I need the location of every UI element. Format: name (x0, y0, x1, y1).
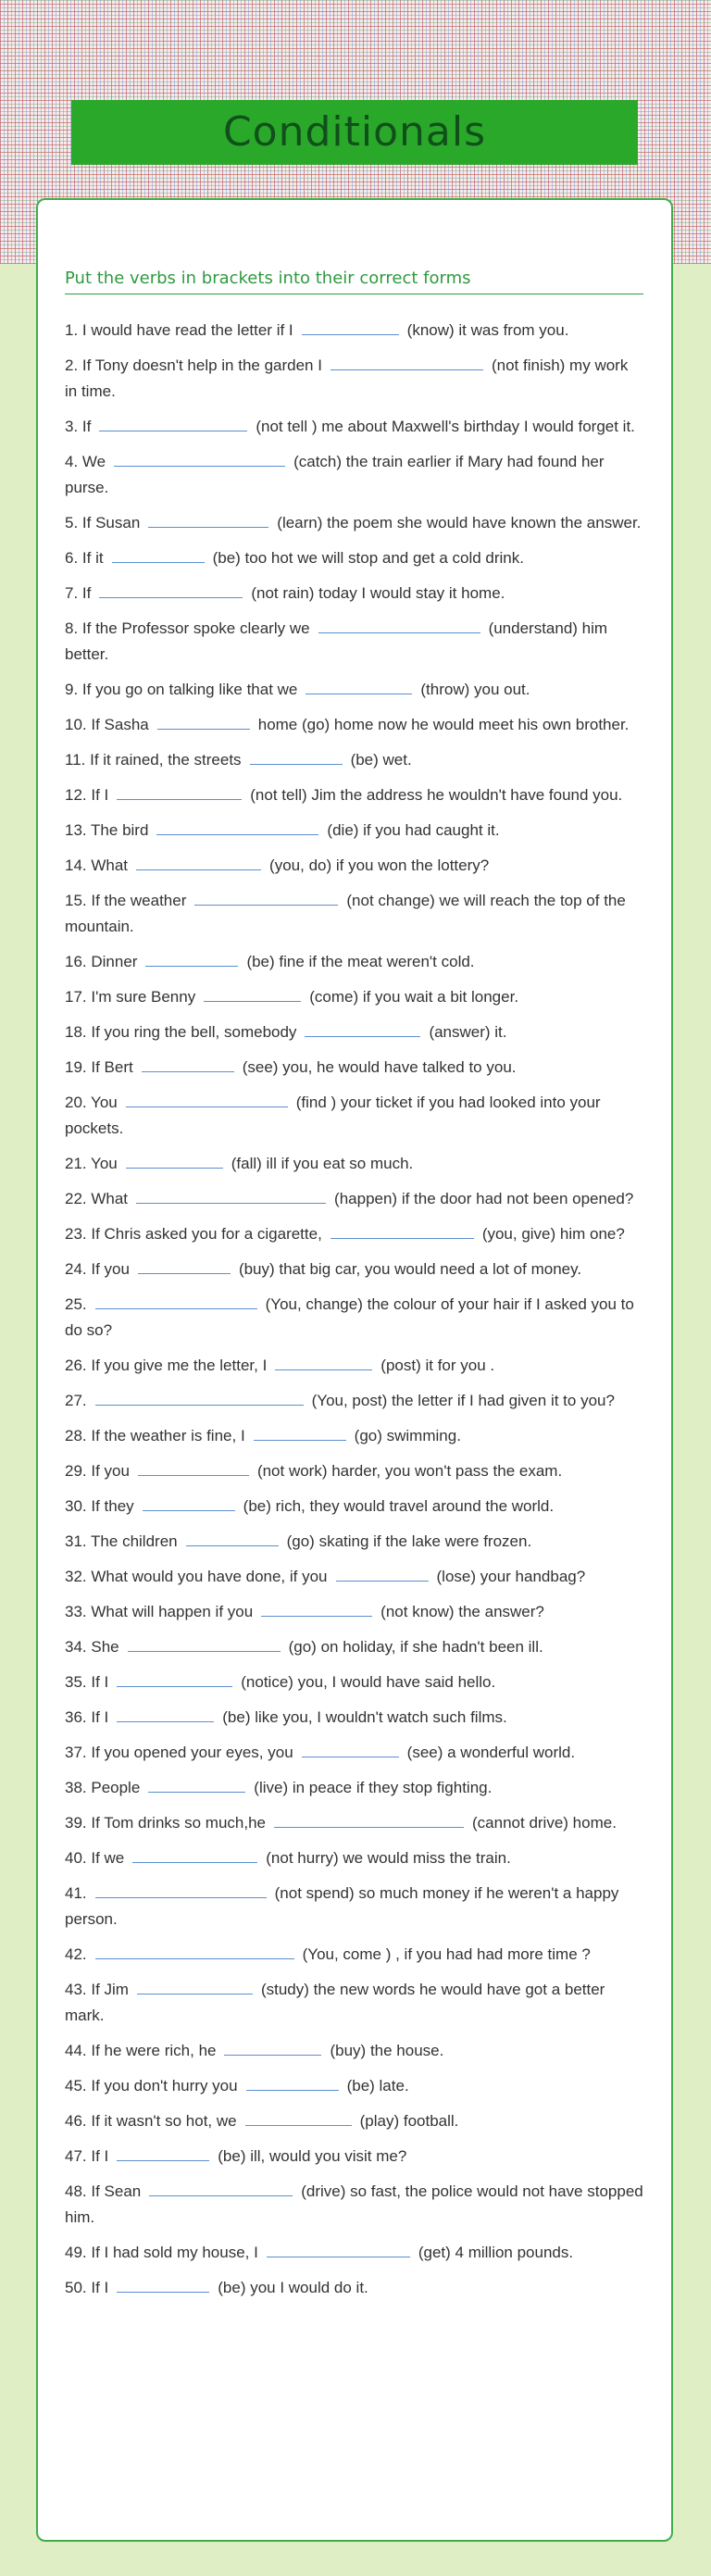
answer-blank[interactable] (126, 1153, 223, 1169)
item-text-after: (go) on holiday, if she hadn't been ill. (288, 1638, 543, 1656)
item-text-before: 42. (65, 1945, 87, 1963)
item-text-after: (not change) we will reach the top of the mountain. (65, 892, 626, 935)
exercise-item (65, 1186, 643, 1212)
item-text-before: 12. If I (65, 786, 109, 804)
exercise-item (65, 888, 643, 940)
item-text-before: 10. If Sasha (65, 716, 149, 733)
answer-blank[interactable] (117, 2145, 209, 2161)
item-text-before: 36. If I (65, 1708, 109, 1726)
item-text-after: (learn) the poem she would have known the answer. (277, 514, 642, 531)
answer-blank[interactable] (306, 679, 412, 694)
item-text-before: 16. Dinner (65, 953, 138, 970)
item-text-before: 6. If it (65, 549, 104, 567)
answer-blank[interactable] (143, 1495, 235, 1511)
item-text-after: (go) swimming. (354, 1427, 461, 1444)
item-text-after: (You, post) the letter if I had given it to you? (311, 1392, 615, 1409)
answer-blank[interactable] (250, 749, 343, 765)
exercise-item (65, 1810, 643, 1836)
item-text-after: (not spend) so much money if he weren't a happy person. (65, 1884, 619, 1928)
exercise-item (65, 2240, 643, 2266)
item-text-after: (You, change) the colour of your hair if I asked you to do so? (65, 1295, 634, 1339)
answer-blank[interactable] (274, 1812, 464, 1828)
exercise-item (65, 782, 643, 808)
exercise-item (65, 1599, 643, 1625)
exercise-item (65, 949, 643, 975)
exercise-item (65, 581, 643, 606)
item-text-before: 19. If Bert (65, 1058, 133, 1076)
item-text-after: (study) the new words he would have got a better mark. (65, 1981, 605, 2024)
answer-blank[interactable] (148, 1777, 245, 1793)
item-text-before: 9. If you go on talking like that we (65, 681, 298, 698)
item-text-before: 47. If I (65, 2147, 109, 2165)
item-text-after: (happen) if the door had not been opened? (334, 1190, 634, 1207)
exercise-item (65, 616, 643, 668)
item-text-after: (not work) harder, you won't pass the exam. (256, 1462, 563, 1480)
item-text-before: 40. If we (65, 1849, 125, 1867)
item-text-before: 22. What (65, 1190, 129, 1207)
item-text-after: (be) fine if the meat weren't cold. (246, 953, 475, 970)
item-text-before: 3. If (65, 418, 92, 435)
exercise-item (65, 1388, 643, 1414)
item-text-before: 13. The bird (65, 821, 149, 839)
exercise-item (65, 1669, 643, 1695)
exercise-item (65, 2275, 643, 2301)
answer-blank[interactable] (136, 855, 261, 870)
answer-blank[interactable] (95, 1390, 304, 1406)
answer-blank[interactable] (128, 1636, 281, 1652)
item-text-before: 20. You (65, 1094, 118, 1111)
item-text-before: 23. If Chris asked you for a cigarette, (65, 1225, 322, 1243)
item-text-after: (live) in peace if they stop fighting. (254, 1779, 493, 1796)
item-text-before: 7. If (65, 584, 92, 602)
item-text-after: (cannot drive) home. (472, 1814, 617, 1832)
item-text-after: (notice) you, I would have said hello. (241, 1673, 496, 1691)
item-text-before: 31. The children (65, 1532, 178, 1550)
answer-blank[interactable] (99, 416, 247, 431)
answer-blank[interactable] (336, 1566, 429, 1582)
exercise-item (65, 1942, 643, 1968)
answer-blank[interactable] (318, 618, 480, 633)
item-text-before: 8. If the Professor spoke clearly we (65, 619, 310, 637)
exercise-item (65, 1564, 643, 1590)
item-text-before: 34. She (65, 1638, 119, 1656)
item-text-before: 49. If I had sold my house, I (65, 2244, 258, 2261)
answer-blank[interactable] (114, 451, 285, 467)
answer-blank[interactable] (331, 355, 483, 370)
answer-blank[interactable] (95, 1294, 257, 1309)
item-text-after: (throw) you out. (420, 681, 530, 698)
item-text-after: (see) you, he would have talked to you. (242, 1058, 517, 1076)
item-text-after: (fall) ill if you eat so much. (231, 1155, 414, 1172)
item-text-before: 35. If I (65, 1673, 109, 1691)
item-text-before: 26. If you give me the letter, I (65, 1357, 268, 1374)
item-text-after: (find ) your ticket if you had looked into your pockets. (65, 1094, 601, 1137)
exercise-item (65, 747, 643, 773)
exercise-item (65, 1257, 643, 1282)
answer-blank[interactable] (95, 1944, 294, 1959)
exercise-list (65, 318, 643, 2310)
page-title: Conditionals (222, 108, 487, 156)
item-text-after: (drive) so fast, the police would not have stopped him. (65, 2182, 643, 2226)
item-text-after: (buy) that big car, you would need a lot of money. (238, 1260, 582, 1278)
item-text-after: (not hurry) we would miss the train. (266, 1849, 511, 1867)
exercise-item (65, 1423, 643, 1449)
answer-blank[interactable] (254, 1425, 346, 1441)
exercise-item (65, 1881, 643, 1932)
answer-blank[interactable] (261, 1601, 372, 1617)
item-text-before: 41. (65, 1884, 87, 1902)
item-text-after: (be) late. (346, 2077, 409, 2095)
item-text-after: (be) wet. (350, 751, 412, 769)
item-text-before: 44. If he were rich, he (65, 2042, 217, 2059)
answer-blank[interactable] (302, 319, 399, 335)
item-text-after: (be) you I would do it. (218, 2279, 368, 2296)
instructions-heading: Put the verbs in brackets into their correct forms (65, 269, 643, 294)
exercise-item (65, 1977, 643, 2029)
item-text-after: (You, come ) , if you had had more time ? (302, 1945, 591, 1963)
answer-blank[interactable] (245, 2110, 352, 2126)
answer-blank[interactable] (138, 1460, 249, 1476)
answer-blank[interactable] (156, 819, 318, 835)
answer-blank[interactable] (145, 951, 238, 967)
item-text-after: (lose) your handbag? (436, 1568, 586, 1585)
exercise-item (65, 510, 643, 536)
item-text-before: 30. If they (65, 1497, 134, 1515)
answer-blank[interactable] (126, 1092, 288, 1107)
item-text-before: 33. What will happen if you (65, 1603, 254, 1620)
answer-blank[interactable] (186, 1531, 279, 1546)
item-text-after: (not rain) today I would stay it home. (251, 584, 505, 602)
exercise-item (65, 1090, 643, 1142)
item-text-after: (know) it was from you. (406, 321, 569, 339)
item-text-after: (play) football. (359, 2112, 459, 2130)
item-text-before: 17. I'm sure Benny (65, 988, 196, 1006)
item-text-before: 4. We (65, 453, 106, 470)
item-text-before: 11. If it rained, the streets (65, 751, 242, 769)
answer-blank[interactable] (224, 2040, 321, 2056)
title-banner (71, 100, 638, 165)
exercise-item (65, 449, 643, 501)
item-text-before: 43. If Jim (65, 1981, 129, 1998)
exercise-item (65, 1740, 643, 1766)
item-text-after: (go) skating if the lake were frozen. (286, 1532, 532, 1550)
answer-blank[interactable] (117, 1707, 214, 1722)
exercise-item (65, 818, 643, 844)
exercise-item (65, 1353, 643, 1379)
answer-blank[interactable] (136, 1188, 326, 1204)
answer-blank[interactable] (194, 890, 338, 906)
exercise-item (65, 2144, 643, 2170)
item-text-before: 14. What (65, 857, 129, 874)
exercise-item (65, 1845, 643, 1871)
answer-blank[interactable] (149, 2181, 293, 2196)
item-text-after: (not tell) Jim the address he wouldn't have found you. (250, 786, 623, 804)
exercise-item (65, 318, 643, 344)
item-text-after: (you, give) him one? (481, 1225, 625, 1243)
answer-blank[interactable] (112, 547, 205, 563)
item-text-after: (not finish) my work in time. (65, 356, 629, 400)
item-text-before: 48. If Sean (65, 2182, 142, 2200)
item-text-after: (be) like you, I wouldn't watch such films. (222, 1708, 507, 1726)
item-text-after: (answer) it. (429, 1023, 507, 1041)
answer-blank[interactable] (117, 2277, 209, 2293)
exercise-item (65, 353, 643, 405)
answer-blank[interactable] (267, 2242, 410, 2257)
exercise-item (65, 984, 643, 1010)
exercise-item (65, 1458, 643, 1484)
item-text-after: (not tell ) me about Maxwell's birthday I would forget it. (256, 418, 635, 435)
item-text-before: 28. If the weather is fine, I (65, 1427, 245, 1444)
answer-blank[interactable] (204, 986, 301, 1002)
answer-blank[interactable] (157, 714, 250, 730)
answer-blank[interactable] (132, 1847, 257, 1863)
exercise-item (65, 2073, 643, 2099)
item-text-before: 39. If Tom drinks so much,he (65, 1814, 267, 1832)
item-text-after: home (go) home now he would meet his own brother. (257, 716, 630, 733)
exercise-item (65, 1494, 643, 1519)
answer-blank[interactable] (302, 1742, 399, 1757)
exercise-item (65, 1775, 643, 1801)
item-text-after: (be) too hot we will stop and get a cold drink. (212, 549, 524, 567)
item-text-before: 21. You (65, 1155, 118, 1172)
exercise-item (65, 712, 643, 738)
answer-blank[interactable] (305, 1021, 420, 1037)
exercise-item (65, 1151, 643, 1177)
exercise-item (65, 1019, 643, 1045)
exercise-item (65, 2038, 643, 2064)
item-text-after: (be) rich, they would travel around the world. (243, 1497, 555, 1515)
answer-blank[interactable] (246, 2075, 339, 2091)
item-text-before: 1. I would have read the letter if I (65, 321, 293, 339)
exercise-item (65, 2179, 643, 2231)
answer-blank[interactable] (99, 582, 243, 598)
exercise-item (65, 1221, 643, 1247)
item-text-before: 15. If the weather (65, 892, 187, 909)
item-text-after: (buy) the house. (330, 2042, 444, 2059)
item-text-after: (catch) the train earlier if Mary had found her purse. (65, 453, 605, 496)
answer-blank[interactable] (275, 1355, 372, 1370)
item-text-before: 2. If Tony doesn't help in the garden I (65, 356, 322, 374)
answer-blank[interactable] (331, 1223, 474, 1239)
item-text-after: (die) if you had caught it. (327, 821, 500, 839)
exercise-item (65, 1529, 643, 1555)
answer-blank[interactable] (142, 1057, 234, 1072)
exercise-item (65, 1292, 643, 1344)
item-text-after: (you, do) if you won the lottery? (269, 857, 490, 874)
item-text-before: 37. If you opened your eyes, you (65, 1744, 293, 1761)
answer-blank[interactable] (117, 1671, 232, 1687)
item-text-before: 29. If you (65, 1462, 130, 1480)
item-text-before: 50. If I (65, 2279, 109, 2296)
exercise-item (65, 1055, 643, 1081)
item-text-after: (get) 4 million pounds. (418, 2244, 574, 2261)
item-text-after: (understand) him better. (65, 619, 608, 663)
item-text-after: (be) ill, would you visit me? (218, 2147, 407, 2165)
exercise-item (65, 545, 643, 571)
answer-blank[interactable] (138, 1258, 231, 1274)
item-text-after: (not know) the answer? (380, 1603, 544, 1620)
item-text-before: 46. If it wasn't so hot, we (65, 2112, 237, 2130)
exercise-item (65, 1705, 643, 1731)
item-text-before: 24. If you (65, 1260, 130, 1278)
exercise-item (65, 853, 643, 879)
item-text-before: 38. People (65, 1779, 141, 1796)
item-text-before: 32. What would you have done, if you (65, 1568, 328, 1585)
answer-blank[interactable] (117, 784, 242, 800)
exercise-item (65, 677, 643, 703)
item-text-before: 27. (65, 1392, 87, 1409)
item-text-before: 5. If Susan (65, 514, 141, 531)
item-text-after: (post) it for you . (380, 1357, 495, 1374)
item-text-before: 18. If you ring the bell, somebody (65, 1023, 297, 1041)
exercise-item (65, 1634, 643, 1660)
item-text-after: (see) a wonderful world. (406, 1744, 576, 1761)
exercise-item (65, 414, 643, 440)
answer-blank[interactable] (148, 512, 268, 528)
answer-blank[interactable] (137, 1979, 253, 1995)
answer-blank[interactable] (95, 1882, 267, 1898)
exercise-item (65, 2108, 643, 2134)
item-text-before: 45. If you don't hurry you (65, 2077, 238, 2095)
item-text-after: (come) if you wait a bit longer. (309, 988, 519, 1006)
item-text-before: 25. (65, 1295, 87, 1313)
